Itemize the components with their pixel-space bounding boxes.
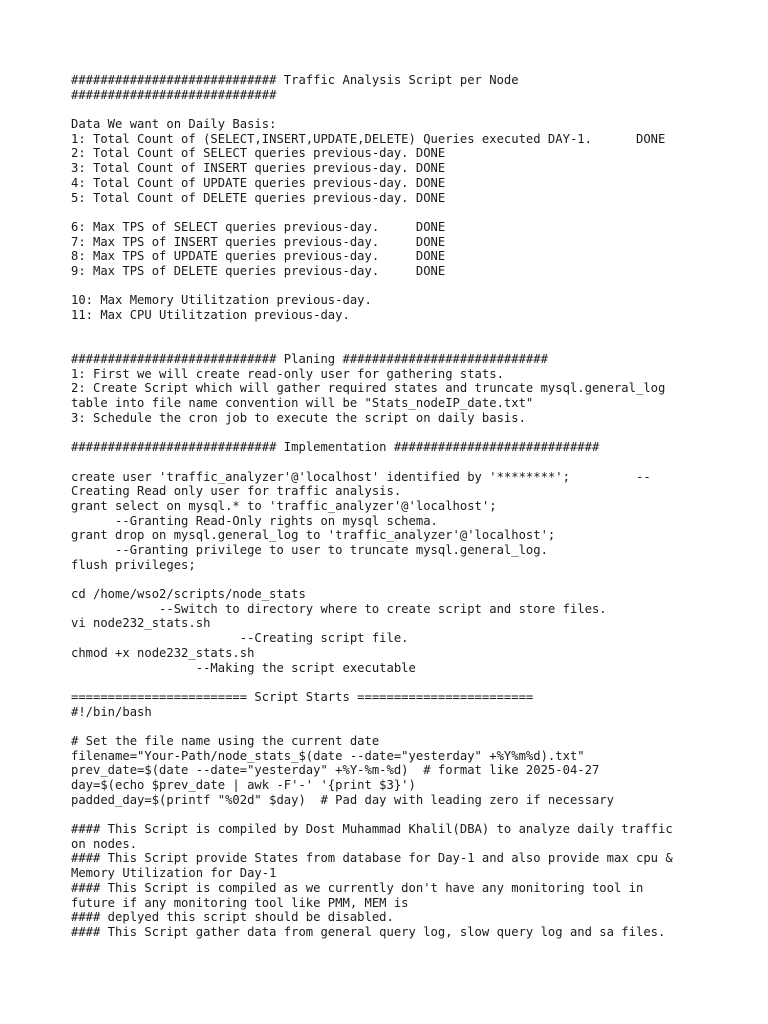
text-line: Data We want on Daily Basis: — [71, 117, 277, 132]
text-line: 10: Max Memory Utilitzation previous-day. — [71, 293, 372, 308]
document-text-body — [71, 73, 711, 940]
text-line: #### This Script is compiled by Dost Muhammad Khalil(DBA) to analyze daily traffic — [71, 822, 673, 837]
text-line: padded_day=$(printf "%02d" $day) # Pad day with leading zero if necessary — [71, 792, 614, 807]
text-line: Memory Utilization for Day-1 — [71, 866, 277, 881]
text-line: grant select on mysql.* to 'traffic_analyzer'@'localhost'; — [71, 498, 497, 513]
text-line: 11: Max CPU Utilitzation previous-day. — [71, 308, 350, 322]
text-line: table into file name convention will be "Stats_nodeIP_date.txt" — [71, 396, 534, 411]
text-line: 9: Max TPS of DELETE queries previous-day. DONE — [71, 263, 446, 278]
blank-line — [71, 675, 711, 690]
blank-line — [71, 807, 711, 822]
text-line: 3: Schedule the cron job to execute the script on daily basis. — [71, 410, 526, 425]
text-line: cd /home/wso2/scripts/node_stats — [71, 587, 306, 602]
text-line: chmod +x node232_stats.sh — [71, 645, 255, 660]
text-line: ############################ Traffic Analysis Script per Node — [71, 73, 519, 87]
text-line: create user 'traffic_analyzer'@'localhost' identified by '********'; -- — [71, 469, 651, 484]
text-line: 4: Total Count of UPDATE queries previous-day. DONE — [71, 175, 446, 190]
text-line: future if any monitoring tool like PMM, MEM is — [71, 895, 409, 910]
text-line: 5: Total Count of DELETE queries previous-day. DONE — [71, 190, 446, 205]
text-line: 6: Max TPS of SELECT queries previous-day. DONE — [71, 219, 446, 234]
blank-line — [71, 205, 711, 220]
text-line: filename="Your-Path/node_stats_$(date --date="yesterday" +%Y%m%d).txt" — [71, 748, 585, 763]
text-line: vi node232_stats.sh — [71, 616, 211, 631]
blank-line — [71, 719, 711, 734]
text-line: ############################ Implementation ############################ — [71, 440, 600, 455]
text-line: # Set the file name using the current date — [71, 733, 380, 748]
blank-line — [71, 572, 711, 587]
blank-line — [71, 426, 711, 441]
text-line: --Creating script file. — [71, 631, 409, 646]
blank-line — [71, 102, 711, 117]
text-line: #### deplyed this script should be disabled. — [71, 910, 394, 925]
text-line: day=$(echo $prev_date | awk -F'-' '{print $3}') — [71, 778, 416, 792]
text-line: 7: Max TPS of INSERT queries previous-day. DONE — [71, 234, 446, 249]
blank-line — [71, 455, 711, 470]
blank-line — [71, 323, 711, 338]
text-line: grant drop on mysql.general_log to 'traffic_analyzer'@'localhost'; — [71, 528, 556, 543]
text-line: --Granting privilege to user to truncate mysql.general_log. — [71, 543, 548, 557]
blank-line — [71, 279, 711, 294]
blank-line — [71, 337, 711, 352]
text-line: 1: Total Count of (SELECT,INSERT,UPDATE,DELETE) Queries executed DAY-1. DONE — [71, 131, 666, 146]
text-line: 8: Max TPS of UPDATE queries previous-day. DONE — [71, 249, 446, 264]
text-line: 3: Total Count of INSERT queries previous-day. DONE — [71, 161, 446, 176]
text-line: --Switch to directory where to create script and store files. — [71, 601, 607, 616]
text-line: #### This Script gather data from general query log, slow query log and sa files. — [71, 924, 666, 939]
text-line: flush privileges; — [71, 557, 196, 572]
text-line: #### This Script is compiled as we currently don't have any monitoring tool in — [71, 880, 644, 895]
text-line: #### This Script provide States from database for Day-1 and also provide max cpu & — [71, 851, 673, 866]
text-line: ############################ — [71, 87, 277, 102]
text-line: ======================== Script Starts ======================== — [71, 689, 534, 704]
text-line: 2: Create Script which will gather required states and truncate mysql.general_log — [71, 381, 666, 396]
text-line: #!/bin/bash — [71, 704, 152, 719]
text-line: on nodes. — [71, 836, 138, 851]
text-line: Creating Read only user for traffic analysis. — [71, 484, 402, 499]
text-line: ############################ Planing ############################ — [71, 352, 548, 367]
text-line: --Granting Read-Only rights on mysql schema. — [71, 513, 438, 528]
text-line: --Making the script executable — [71, 660, 416, 675]
text-line: prev_date=$(date --date="yesterday" +%Y-%m-%d) # format like 2025-04-27 — [71, 763, 600, 778]
text-line: 1: First we will create read-only user for gathering stats. — [71, 366, 504, 381]
text-line: 2: Total Count of SELECT queries previous-day. DONE — [71, 146, 446, 161]
